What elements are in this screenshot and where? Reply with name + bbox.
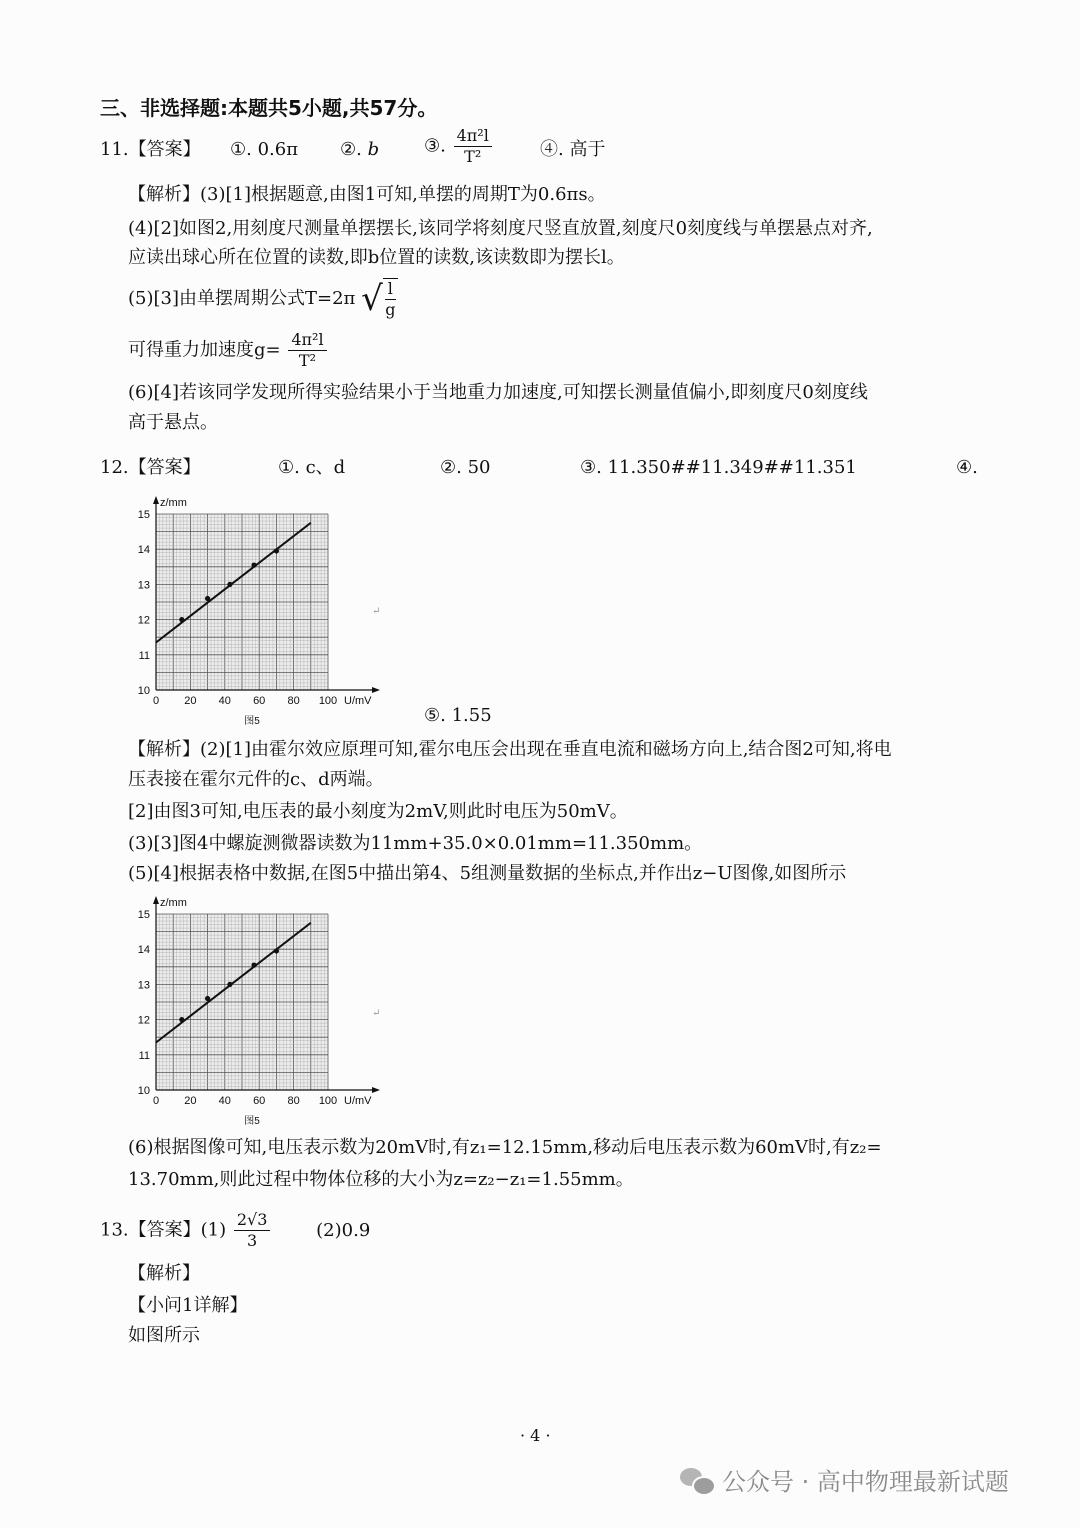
y-axis-label: z/mm — [160, 497, 187, 509]
x-tick-label: 60 — [253, 695, 266, 707]
q12-answer-4: ④. — [956, 457, 978, 478]
x-tick-label: 80 — [287, 695, 300, 707]
data-point — [205, 996, 210, 1001]
q13-explain-1: 【解析】 — [128, 1263, 200, 1284]
x-axis-arrow — [372, 687, 380, 693]
y-tick-label: 12 — [137, 1014, 150, 1027]
q11-explain-4: (5)[3]由单摆周期公式T=2π √ $\frac{l}{g}$ — [128, 278, 398, 320]
y-axis-label: z/mm — [160, 897, 187, 909]
y-tick-label: 15 — [137, 909, 150, 921]
q12-answer-label: 12.【答案】 — [100, 457, 201, 478]
y-tick-label: 15 — [137, 509, 150, 521]
data-point — [251, 962, 256, 967]
x-tick-label: 0 — [152, 1095, 160, 1107]
q12-explain-3: [2]由图3可知,电压表的最小刻度为2mV,则此时电压为50mV。 — [128, 801, 628, 822]
q12-answer-3: ③. 11.350##11.349##11.351 — [580, 457, 857, 478]
q13-explain-2: 【小问1详解】 — [128, 1295, 248, 1316]
x-tick-label: 40 — [218, 1095, 231, 1107]
y-axis-arrow — [153, 496, 159, 504]
q12-explain-2: 压表接在霍尔元件的c、d两端。 — [128, 769, 384, 790]
section-title: 三、非选择题:本题共5小题,共57分。 — [100, 96, 438, 120]
data-point — [179, 617, 184, 622]
y-axis-arrow — [153, 896, 159, 904]
y-tick-label: 11 — [138, 1049, 150, 1062]
data-point — [227, 582, 232, 587]
q11-answer-3: ③. $\frac{\text{4π²l}}{\text{T²}}$ — [424, 126, 494, 167]
y-tick-label: 13 — [137, 979, 150, 992]
data-point — [274, 948, 279, 953]
q13-explain-3: 如图所示 — [128, 1325, 200, 1346]
y-tick-label: 10 — [137, 1085, 150, 1097]
figure-caption: 图5 — [244, 1116, 260, 1127]
data-point — [227, 982, 232, 987]
x-axis-label: U/mV — [344, 695, 372, 707]
q11-explain-3: 应读出球心所在位置的读数,即b位置的读数,该读数即为摆长l。 — [128, 247, 625, 268]
x-tick-label: 20 — [184, 695, 197, 707]
x-tick-label: 100 — [318, 1095, 338, 1107]
y-tick-label: 12 — [137, 614, 150, 627]
q11-explain-5: 可得重力加速度g= $\frac{\text{4π²l}}{\text{T²}}$ — [128, 330, 329, 371]
y-tick-label: 10 — [137, 685, 150, 697]
q12-explain-1: 【解析】(2)[1]由霍尔效应原理可知,霍尔电压会出现在垂直电流和磁场方向上,结合图2可知,将电 — [128, 739, 892, 760]
x-tick-label: 60 — [253, 1095, 266, 1107]
sqrt-symbol: √ $\frac{l}{g}$ — [361, 278, 398, 320]
x-axis-arrow — [372, 1087, 380, 1093]
q12-explain-6: (6)根据图像可知,电压表示数为20mV时,有z₁=12.15mm,移动后电压表示数为60mV时,有z₂= — [128, 1137, 882, 1158]
q11-explain-6: (6)[4]若该同学发现所得实验结果小于当地重力加速度,可知摆长测量值偏小,即刻度尺0刻度线 — [128, 382, 868, 403]
figure-caption: 图5 — [244, 716, 260, 727]
x-tick-label: 20 — [184, 1095, 197, 1107]
q13-answer: 13.【答案】(1) $\frac{2√3}{3}$ (2)0.9 — [100, 1210, 371, 1250]
q12-answer-5: ⑤. 1.55 — [424, 705, 492, 726]
figure-5-chart-bottom — [128, 896, 388, 1128]
q11-explain-7: 高于悬点。 — [128, 412, 218, 433]
data-point — [274, 548, 279, 553]
data-point — [251, 562, 256, 567]
q11-answer-3-fraction: $\frac{\text{4π²l}}{\text{T²}}$ — [454, 126, 492, 167]
wechat-icon — [680, 1466, 714, 1494]
q12-explain-7: 13.70mm,则此过程中物体位移的大小为z=z₂−z₁=1.55mm。 — [128, 1169, 634, 1190]
data-point — [179, 1017, 184, 1022]
paragraph-mark: ↵ — [372, 606, 381, 617]
data-point — [205, 596, 210, 601]
x-axis-label: U/mV — [344, 1095, 372, 1107]
q12-explain-4: (3)[3]图4中螺旋测微器读数为11mm+35.0×0.01mm=11.350mm。 — [128, 833, 703, 854]
q12-answer-2: ②. 50 — [440, 457, 491, 478]
q11-answer-4: ④. 高于 — [540, 139, 606, 160]
q11-answer-2: ②. b — [340, 139, 380, 160]
q11-explain-2: (4)[2]如图2,用刻度尺测量单摆摆长,该同学将刻度尺竖直放置,刻度尺0刻度线与单摆悬点对齐, — [128, 218, 873, 239]
y-tick-label: 14 — [137, 944, 150, 957]
x-tick-label: 0 — [152, 695, 160, 707]
q11-answer-label: 11.【答案】 — [100, 139, 201, 160]
q11-answer-1: ①. 0.6π — [230, 139, 299, 160]
watermark: 公众号 · 高中物理最新试题 — [680, 1462, 1009, 1497]
page-number: · 4 · — [520, 1426, 551, 1445]
q12-answer-1: ①. c、d — [278, 457, 346, 478]
y-tick-label: 13 — [137, 579, 150, 592]
y-tick-label: 11 — [138, 649, 150, 662]
y-tick-label: 14 — [137, 544, 150, 557]
q12-explain-5: (5)[4]根据表格中数据,在图5中描出第4、5组测量数据的坐标点,并作出z−U图像,如图所示 — [128, 863, 847, 884]
x-tick-label: 40 — [218, 695, 231, 707]
paragraph-mark: ↵ — [372, 1008, 381, 1019]
x-tick-label: 100 — [318, 695, 338, 707]
x-tick-label: 80 — [287, 1095, 300, 1107]
figure-5-chart-top — [128, 496, 388, 728]
q11-explain-1: 【解析】(3)[1]根据题意,由图1可知,单摆的周期T为0.6πs。 — [128, 184, 606, 205]
